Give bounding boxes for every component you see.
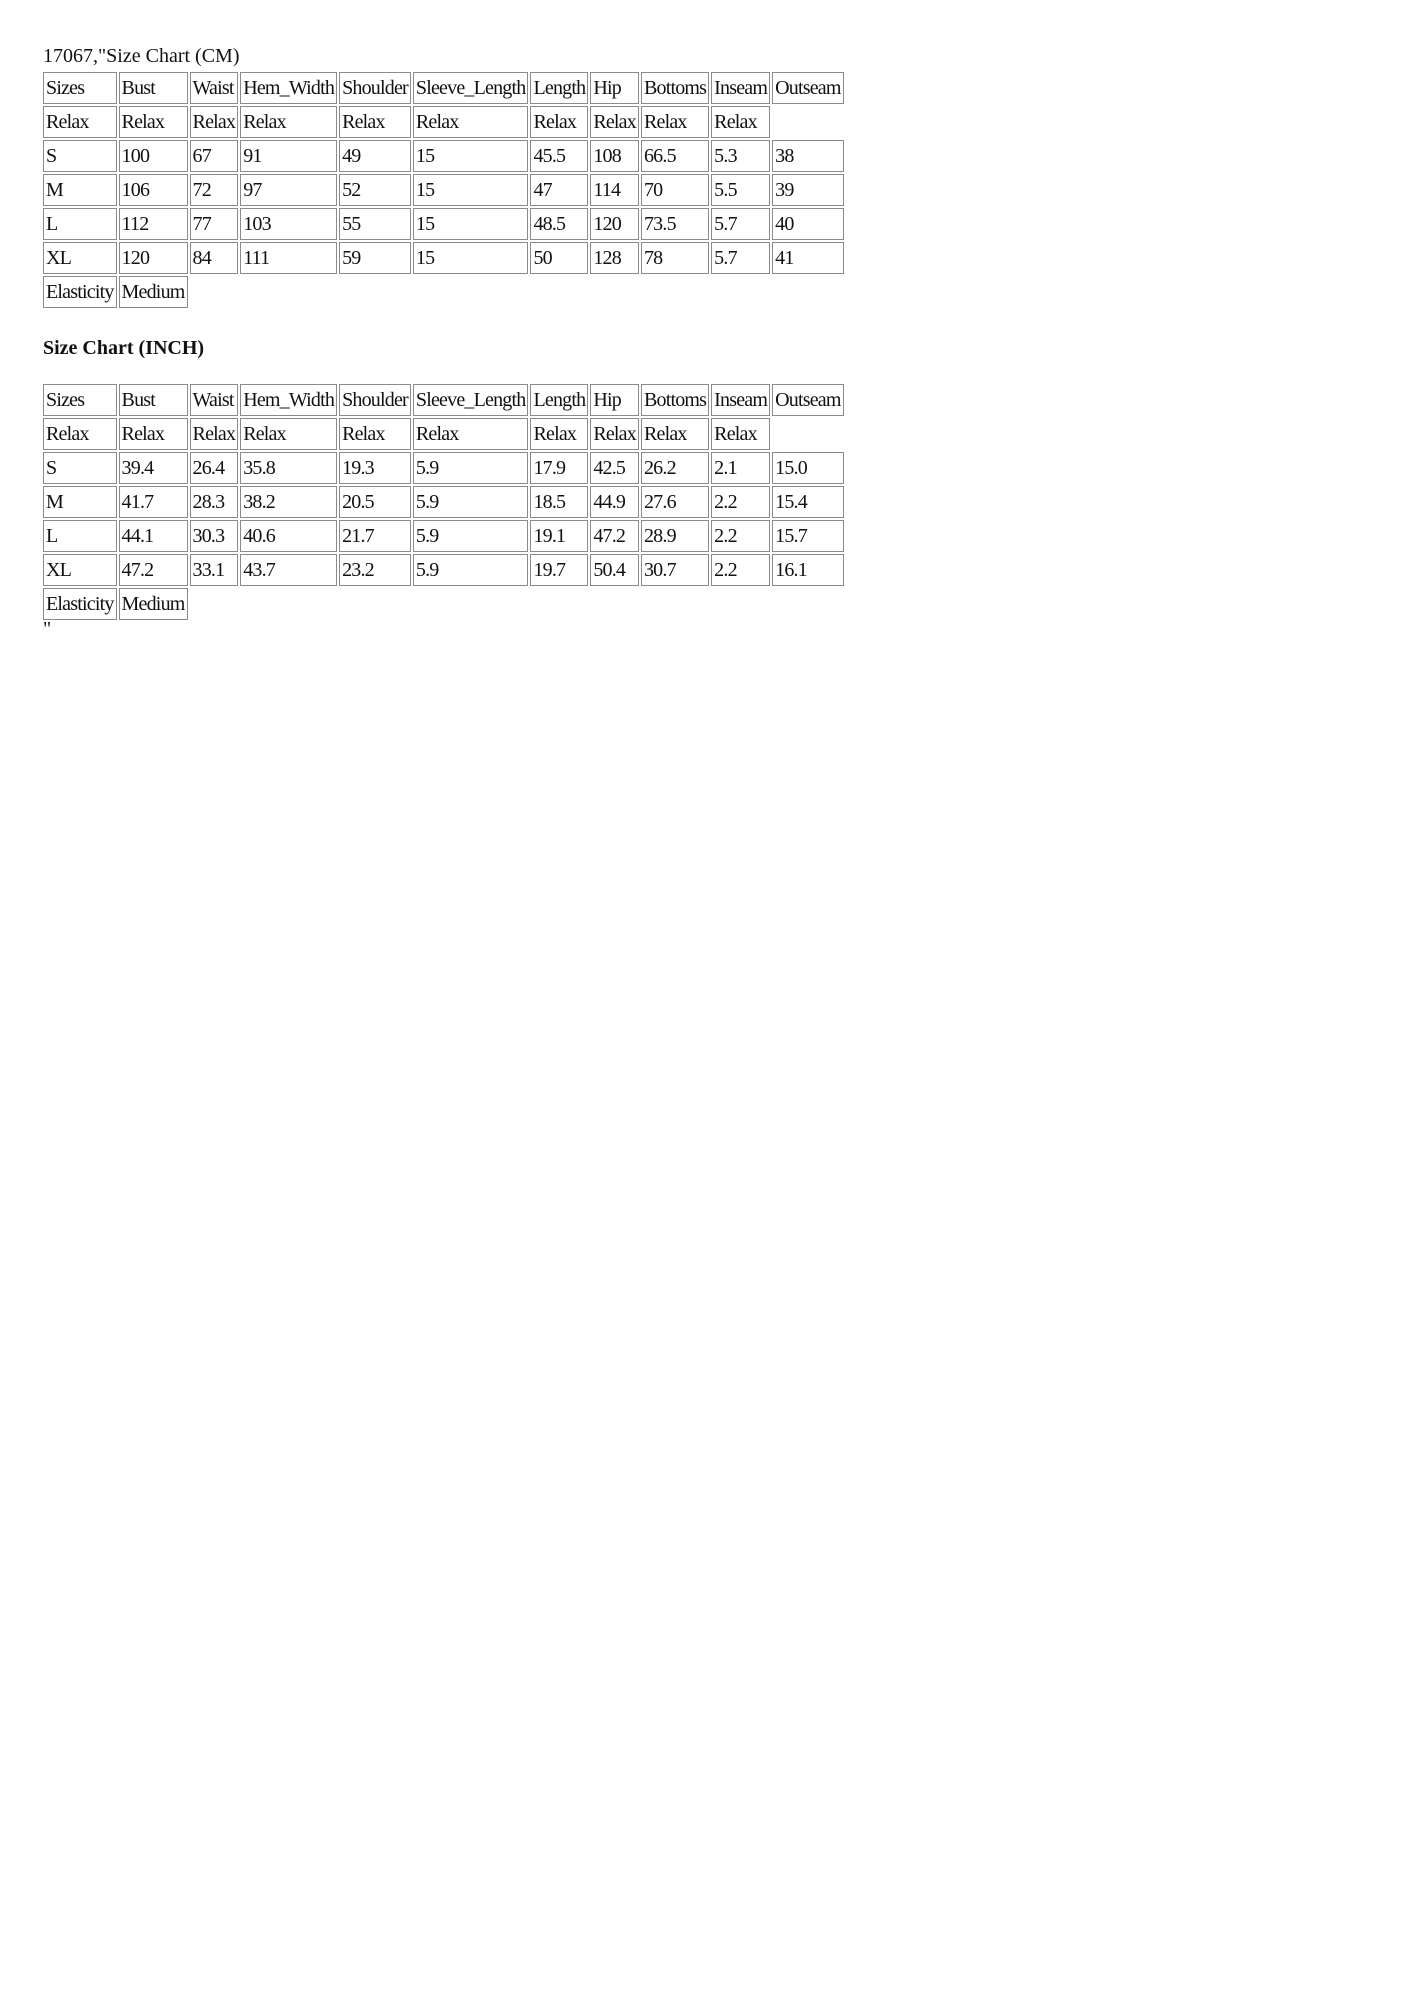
table-row [43,242,844,274]
relax-cell: Relax [530,106,588,138]
table-cell: 15 [413,174,529,206]
table-cell: 44.9 [590,486,639,518]
table-cell: 26.2 [641,452,709,484]
relax-cell: Relax [530,418,588,450]
table-cell: 120 [119,242,188,274]
table-cell: 91 [240,140,337,172]
table-cell: 19.1 [530,520,588,552]
table-cell: 5.7 [711,242,770,274]
table-cell: 70 [641,174,709,206]
table-cell: 15 [413,242,529,274]
table-row [43,452,844,484]
header-cell: Sleeve_Length [413,72,529,104]
table-cell: 5.3 [711,140,770,172]
table-cell: 5.9 [413,554,529,586]
table-cell: M [43,174,117,206]
table-cell: 55 [339,208,411,240]
table-cell: 20.5 [339,486,411,518]
table-cell: S [43,452,117,484]
header-cell: Bottoms [641,72,709,104]
table-cell: 21.7 [339,520,411,552]
table-cell: 73.5 [641,208,709,240]
relax-cell: Relax [413,418,529,450]
table-cell: 108 [590,140,639,172]
relax-cell: Relax [711,418,770,450]
table-cell: 44.1 [119,520,188,552]
table-cell: 78 [641,242,709,274]
table-cell: S [43,140,117,172]
table-cell: XL [43,242,117,274]
table-cell: L [43,208,117,240]
table-cell: 72 [190,174,239,206]
table-cell: 66.5 [641,140,709,172]
relax-cell: Relax [641,418,709,450]
table-cell: 33.1 [190,554,239,586]
table-cell: 48.5 [530,208,588,240]
cm-chart-title: 17067,"Size Chart (CM) [43,45,240,67]
header-cell: Hip [590,72,639,104]
header-row [43,384,844,416]
relax-cell: Relax [339,106,411,138]
header-cell: Waist [190,72,239,104]
table-cell: 49 [339,140,411,172]
table-cell: 35.8 [240,452,337,484]
table-cell: 15.4 [772,486,844,518]
relax-cell: Relax [190,418,239,450]
table-cell: 18.5 [530,486,588,518]
cm-table-body [43,72,844,308]
relax-cell: Relax [413,106,529,138]
header-cell: Shoulder [339,72,411,104]
table-cell: 15.7 [772,520,844,552]
table-cell: 27.6 [641,486,709,518]
table-cell: 5.5 [711,174,770,206]
elasticity-cell: Medium [119,276,188,308]
table-cell: M [43,486,117,518]
table-cell: 100 [119,140,188,172]
header-row [43,72,844,104]
relax-cell: Relax [711,106,770,138]
table-cell: 15 [413,208,529,240]
table-cell: 128 [590,242,639,274]
table-cell: 42.5 [590,452,639,484]
relax-cell: Relax [43,106,117,138]
table-cell: 5.9 [413,452,529,484]
table-cell: 28.3 [190,486,239,518]
table-cell: 67 [190,140,239,172]
table-cell: 45.5 [530,140,588,172]
relax-cell: Relax [590,106,639,138]
inch-chart-title: Size Chart (INCH) [43,337,205,359]
table-cell: 39.4 [119,452,188,484]
header-cell: Inseam [711,72,770,104]
table-cell: XL [43,554,117,586]
table-cell: 47.2 [119,554,188,586]
table-row [43,554,844,586]
table-cell: 77 [190,208,239,240]
relax-cell: Relax [339,418,411,450]
document-page [43,44,841,640]
table-cell: 30.7 [641,554,709,586]
table-cell: 41 [772,242,844,274]
table-cell: 106 [119,174,188,206]
header-cell: Hip [590,384,639,416]
cm-size-table [41,70,846,310]
header-cell: Sizes [43,72,117,104]
table-cell: 19.3 [339,452,411,484]
closing-quote: " [43,618,52,640]
relax-row [43,106,844,138]
table-cell: 50 [530,242,588,274]
table-cell: 16.1 [772,554,844,586]
table-cell: 5.9 [413,520,529,552]
table-cell: 38.2 [240,486,337,518]
table-cell: 41.7 [119,486,188,518]
table-cell: 15 [413,140,529,172]
elasticity-row [43,276,844,308]
table-cell: 59 [339,242,411,274]
table-cell: 50.4 [590,554,639,586]
relax-cell: Relax [190,106,239,138]
table-cell: 120 [590,208,639,240]
header-cell: Bust [119,72,188,104]
header-cell: Outseam [772,384,844,416]
table-row [43,208,844,240]
header-cell: Bust [119,384,188,416]
table-row [43,486,844,518]
header-cell: Bottoms [641,384,709,416]
table-cell: 28.9 [641,520,709,552]
table-cell: 2.2 [711,486,770,518]
header-cell: Hem_Width [240,384,337,416]
table-cell: 23.2 [339,554,411,586]
header-cell: Length [530,384,588,416]
table-cell: 26.4 [190,452,239,484]
elasticity-cell: Elasticity [43,276,117,308]
relax-cell: Relax [641,106,709,138]
header-cell: Waist [190,384,239,416]
table-cell: 47 [530,174,588,206]
table-cell: 19.7 [530,554,588,586]
table-cell: 103 [240,208,337,240]
table-cell: 2.2 [711,520,770,552]
table-cell: L [43,520,117,552]
table-cell: 40.6 [240,520,337,552]
header-cell: Sleeve_Length [413,384,529,416]
table-cell: 30.3 [190,520,239,552]
empty-cell [772,418,844,450]
relax-cell: Relax [119,106,188,138]
table-row [43,140,844,172]
empty-cell [772,106,844,138]
table-cell: 39 [772,174,844,206]
table-cell: 112 [119,208,188,240]
header-cell: Outseam [772,72,844,104]
table-cell: 5.7 [711,208,770,240]
table-cell: 43.7 [240,554,337,586]
table-cell: 97 [240,174,337,206]
header-cell: Shoulder [339,384,411,416]
relax-row [43,418,844,450]
table-cell: 2.1 [711,452,770,484]
table-cell: 15.0 [772,452,844,484]
table-cell: 38 [772,140,844,172]
table-row [43,174,844,206]
relax-cell: Relax [590,418,639,450]
table-cell: 52 [339,174,411,206]
header-cell: Inseam [711,384,770,416]
table-cell: 2.2 [711,554,770,586]
relax-cell: Relax [43,418,117,450]
table-row [43,520,844,552]
table-cell: 17.9 [530,452,588,484]
table-cell: 84 [190,242,239,274]
elasticity-cell: Elasticity [43,588,117,620]
header-cell: Length [530,72,588,104]
relax-cell: Relax [240,418,337,450]
inch-size-table [41,382,846,622]
table-cell: 47.2 [590,520,639,552]
header-cell: Hem_Width [240,72,337,104]
table-cell: 114 [590,174,639,206]
table-cell: 40 [772,208,844,240]
inch-table-body [43,384,844,620]
relax-cell: Relax [119,418,188,450]
elasticity-row [43,588,844,620]
elasticity-cell: Medium [119,588,188,620]
relax-cell: Relax [240,106,337,138]
table-cell: 111 [240,242,337,274]
table-cell: 5.9 [413,486,529,518]
header-cell: Sizes [43,384,117,416]
